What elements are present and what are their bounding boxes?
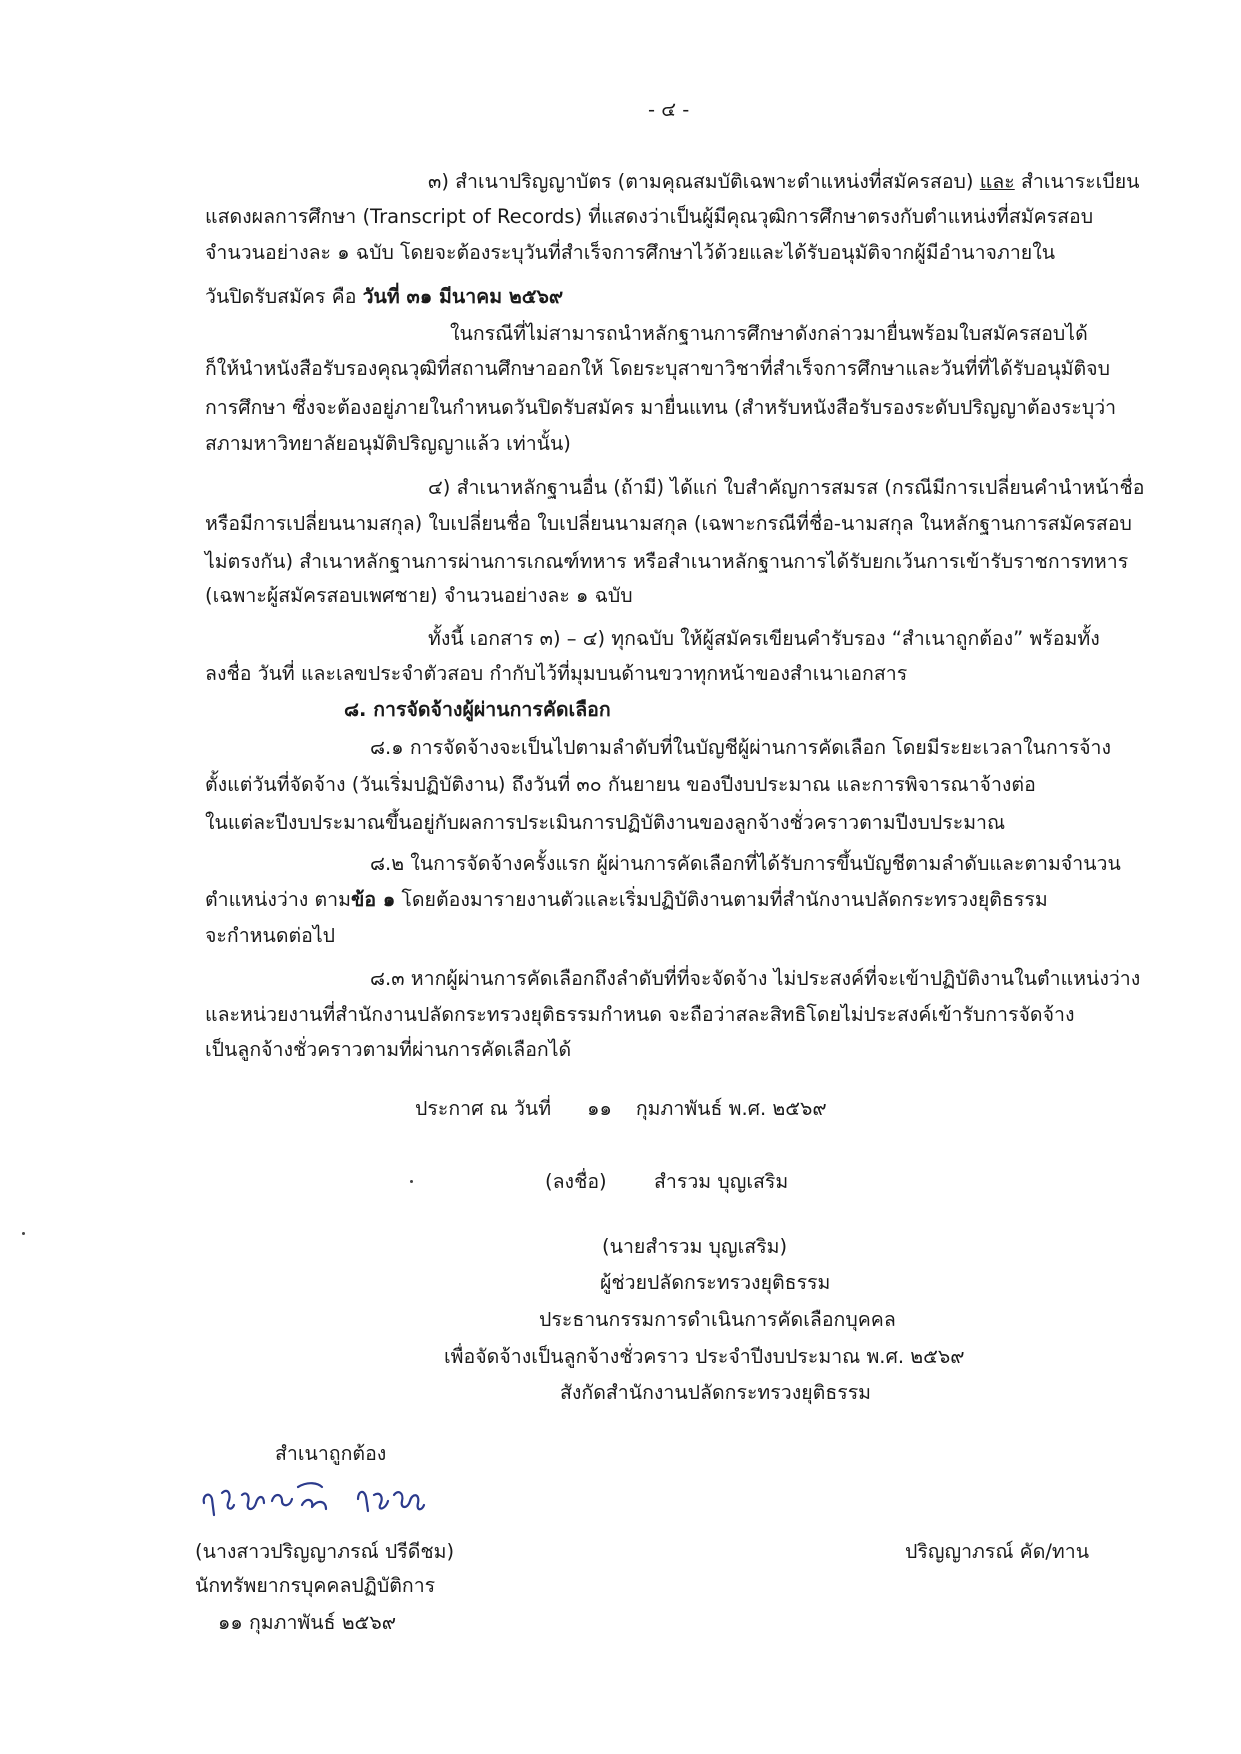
- signatory-title3: เพื่อจัดจ้างเป็นลูกจ้างชั่วคราว ประจำปีงบประมาณ พ.ศ. ๒๕๖๙: [444, 1345, 965, 1368]
- item3-line3: จำนวนอย่างละ ๑ ฉบับ โดยจะต้องระบุวันที่สำเร็จการศึกษาไว้ด้วยและได้รับอนุมัติจากผู้มีอำนาจภายใน: [205, 241, 1056, 264]
- s8-p3-line2: และหน่วยงานที่สำนักงานปลัดกระทรวงยุติธรรมกำหนด จะถือว่าสละสิทธิโดยไม่ประสงค์เข้ารับการจัดจ้าง: [205, 1003, 1075, 1026]
- item3-line1-text-b: สำเนาระเบียน: [1020, 170, 1140, 193]
- certified-copy-date: ๑๑ กุมภาพันธ์ ๒๕๖๙: [218, 1611, 396, 1634]
- speck-mark: [410, 1180, 413, 1183]
- item4-line3: ไม่ตรงกัน) สำเนาหลักฐานการผ่านการเกณฑ์ทหาร หรือสำเนาหลักฐานการได้รับยกเว้นการเข้ารับราชการทหาร: [205, 550, 1129, 573]
- s8-p1-line1: ๘.๑ การจัดจ้างจะเป็นไปตามลำดับที่ในบัญชีผู้ผ่านการคัดเลือก โดยมีระยะเวลาในการจ้าง: [370, 736, 1111, 759]
- signatory-full-name: (นายสำรวม บุญเสริม): [602, 1235, 788, 1258]
- certify-line1: ทั้งนี้ เอกสาร ๓) – ๔) ทุกฉบับ ให้ผู้สมัครเขียนคำรับรอง “สำเนาถูกต้อง” พร้อมทั้ง: [428, 627, 1100, 650]
- s8-p2-line2: [205, 888, 1048, 911]
- note-line2: ก็ให้นำหนังสือรับรองคุณวุฒิที่สถานศึกษาออกให้ โดยระบุสาขาวิชาที่สำเร็จการศึกษาและวันที่ที่ได้รับอนุมัติจบ: [205, 357, 1110, 380]
- s8-p3-line1: ๘.๓ หากผู้ผ่านการคัดเลือกถึงลำดับที่ที่จะจัดจ้าง ไม่ประสงค์ที่จะเข้าปฏิบัติงานในตำแหน่งว่าง: [370, 967, 1141, 990]
- speck-mark-left: [22, 1232, 25, 1235]
- item3-line4: [205, 285, 563, 308]
- signatory-title2: ประธานกรรมการดำเนินการคัดเลือกบุคคล: [539, 1308, 896, 1331]
- note-line1: ในกรณีที่ไม่สามารถนำหลักฐานการศึกษาดังกล่าวมายื่นพร้อมใบสมัครสอบได้: [450, 322, 1088, 345]
- s8-p1-line3: ในแต่ละปีงบประมาณขึ้นอยู่กับผลการประเมินการปฏิบัติงานของลูกจ้างชั่วคราวตามปีงบประมาณ: [205, 811, 1006, 834]
- announcement-day: ๑๑: [587, 1097, 612, 1120]
- item3-line1: [428, 170, 1139, 193]
- announcement-month-year: กุมภาพันธ์ พ.ศ. ๒๕๖๙: [635, 1097, 827, 1120]
- section8-heading: ๘. การจัดจ้างผู้ผ่านการคัดเลือก: [344, 698, 611, 721]
- closing-date-label: วันปิดรับสมัคร คือ: [205, 285, 357, 308]
- note-line4: สภามหาวิทยาลัยอนุมัติปริญญาแล้ว เท่านั้น): [205, 432, 571, 455]
- item4-line2: หรือมีการเปลี่ยนนามสกุล) ใบเปลี่ยนชื่อ ใบเปลี่ยนนามสกุล (เฉพาะกรณีที่ชื่อ-นามสกุล ในหลักฐานการสมัครสอบ: [205, 512, 1132, 535]
- item4-line1: ๔) สำเนาหลักฐานอื่น (ถ้ามี) ได้แก่ ใบสำคัญการสมรส (กรณีมีการเปลี่ยนคำนำหน้าชื่อ: [428, 476, 1145, 499]
- certified-copy-name: (นางสาวปริญญาภรณ์ ปรีดีชม): [195, 1540, 455, 1563]
- announcement-prefix: ประกาศ ณ วันที่: [415, 1097, 552, 1120]
- clause-ref: ข้อ ๑: [350, 888, 396, 911]
- s8-p2-line2-a: ตำแหน่งว่าง ตาม: [205, 888, 351, 911]
- announcement-date: [415, 1097, 827, 1120]
- s8-p1-line2: ตั้งแต่วันที่จัดจ้าง (วันเริ่มปฏิบัติงาน) ถึงวันที่ ๓๐ กันยายน ของปีงบประมาณ และการพิจารณาจ้างต่อ: [205, 773, 1036, 796]
- s8-p3-line3: เป็นลูกจ้างชั่วคราวตามที่ผ่านการคัดเลือกได้: [205, 1038, 572, 1061]
- page-number: - ๔ -: [648, 98, 690, 121]
- certify-line2: ลงชื่อ วันที่ และเลขประจำตัวสอบ กำกับไว้ที่มุมบนด้านขวาทุกหน้าของสำเนาเอกสาร: [205, 662, 908, 685]
- item3-line2: แสดงผลการศึกษา (Transcript of Records) ที่แสดงว่าเป็นผู้มีคุณวุฒิการศึกษาตรงกับตำแหน่งที่สมัครสอบ: [205, 205, 1094, 228]
- certified-copy-label: สำเนาถูกต้อง: [275, 1442, 387, 1465]
- s8-p2-line3: จะกำหนดต่อไป: [205, 924, 336, 947]
- item3-and-underlined: และ: [979, 170, 1015, 193]
- signed-name: สำรวม บุญเสริม: [654, 1170, 789, 1193]
- signatory-title4: สังกัดสำนักงานปลัดกระทรวงยุติธรรม: [560, 1381, 872, 1404]
- handwritten-signature: [198, 1465, 478, 1525]
- signed-label: (ลงชื่อ): [545, 1170, 607, 1193]
- typist-note: ปริญญาภรณ์ คัด/ทาน: [905, 1540, 1090, 1563]
- note-line3: การศึกษา ซึ่งจะต้องอยู่ภายในกำหนดวันปิดรับสมัคร มายื่นแทน (สำหรับหนังสือรับรองระดับปริญญาต้องระบุว่า: [205, 396, 1117, 419]
- closing-date-value: วันที่ ๓๑ มีนาคม ๒๕๖๙: [362, 285, 564, 308]
- item3-line1-text: ๓) สำเนาปริญญาบัตร (ตามคุณสมบัติเฉพาะตำแหน่งที่สมัครสอบ): [428, 170, 974, 193]
- item4-line4: (เฉพาะผู้สมัครสอบเพศชาย) จำนวนอย่างละ ๑ ฉบับ: [205, 584, 633, 607]
- s8-p2-line2-c: โดยต้องมารายงานตัวและเริ่มปฏิบัติงานตามที่สำนักงานปลัดกระทรวงยุติธรรม: [395, 888, 1048, 911]
- certified-copy-position: นักทรัพยากรบุคคลปฏิบัติการ: [195, 1574, 436, 1597]
- s8-p2-line1: ๘.๒ ในการจัดจ้างครั้งแรก ผู้ผ่านการคัดเลือกที่ได้รับการขึ้นบัญชีตามลำดับและตามจำนวน: [370, 852, 1121, 875]
- signatory-title1: ผู้ช่วยปลัดกระทรวงยุติธรรม: [600, 1271, 831, 1294]
